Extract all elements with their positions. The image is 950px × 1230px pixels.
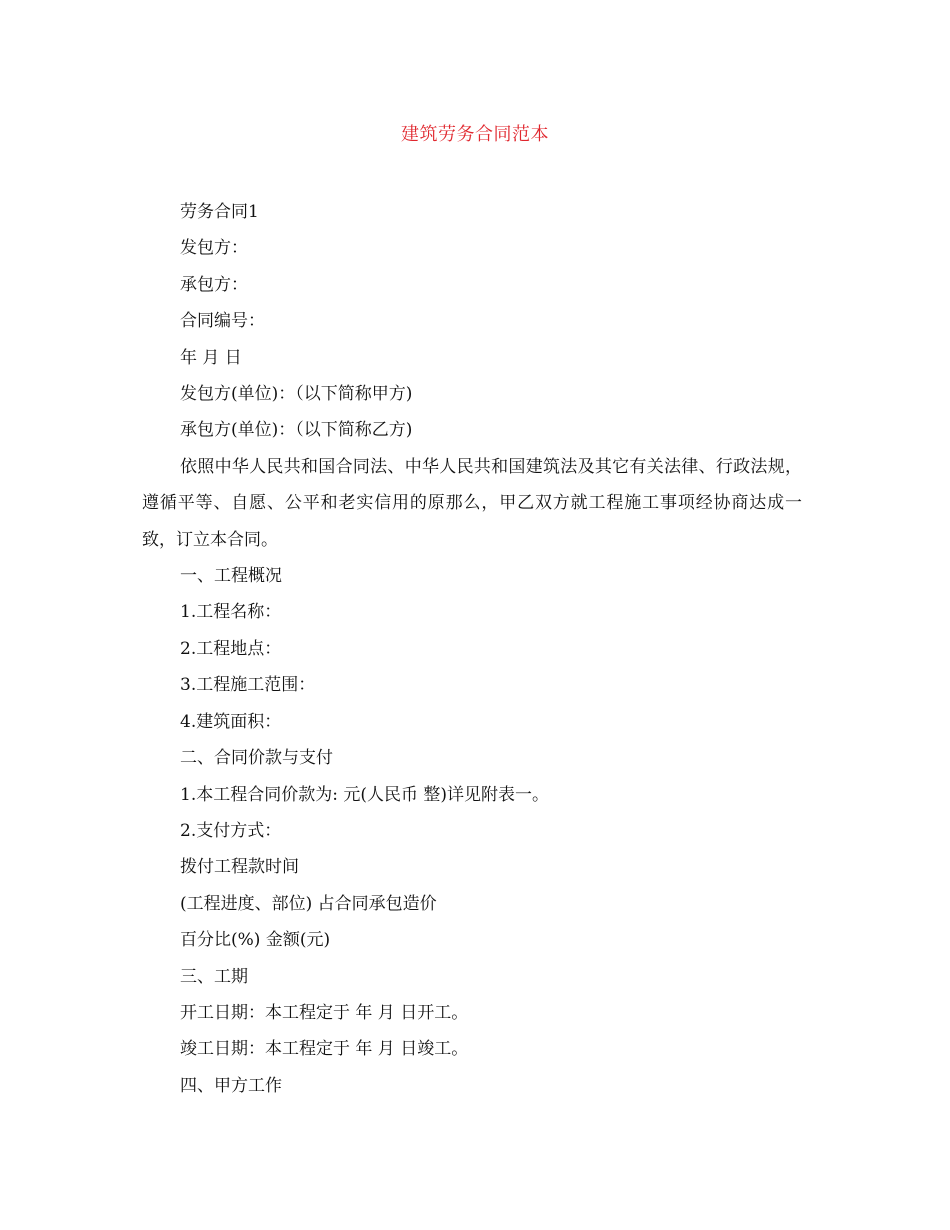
payment-time-line: 拨付工程款时间: [180, 857, 299, 878]
progress-line: (工程进度、部位) 占合同承包造价: [180, 893, 437, 914]
section-schedule: 三、工期: [180, 966, 248, 987]
construction-scope-line: 3.工程施工范围：: [180, 675, 316, 696]
date-line: 年 月 日: [180, 347, 242, 368]
employer-unit-line: 发包方(单位)：（以下简称甲方): [180, 384, 413, 405]
employer-line: 发包方：: [180, 238, 248, 259]
contractor-line: 承包方：: [180, 274, 248, 295]
payment-method-line: 2.支付方式：: [180, 820, 282, 841]
preamble-paragraph: 依照中华人民共和国合同法、中华人民共和国建筑法及其它有关法律、行政法规，遵循平等、自愿、公平和老实信用的原那么，甲乙双方就工程施工事项经协商达成一致，订立本合同。: [142, 456, 802, 550]
contract-price-line: 1.本工程合同价款为: 元(人民币 整)详见附表一。: [180, 784, 550, 805]
document-body: [142, 194, 802, 1104]
building-area-line: 4.建筑面积：: [180, 711, 282, 732]
section-employer-work: 四、甲方工作: [180, 1075, 282, 1096]
project-location-line: 2.工程地点：: [180, 638, 282, 659]
completion-date-line: 竣工日期：本工程定于 年 月 日竣工。: [180, 1039, 469, 1060]
project-name-line: 1.工程名称：: [180, 602, 282, 623]
section-project-overview: 一、工程概况: [180, 566, 282, 587]
percentage-amount-line: 百分比(%) 金额(元): [180, 930, 331, 951]
document-title: 建筑劳务合同范本: [401, 124, 549, 145]
contract-number-line: 合同编号：: [180, 311, 265, 332]
contract-heading: 劳务合同1: [180, 202, 259, 222]
start-date-line: 开工日期：本工程定于 年 月 日开工。: [180, 1002, 469, 1023]
contractor-unit-line: 承包方(单位)：（以下简称乙方): [180, 420, 413, 441]
section-price-payment: 二、合同价款与支付: [180, 748, 333, 769]
